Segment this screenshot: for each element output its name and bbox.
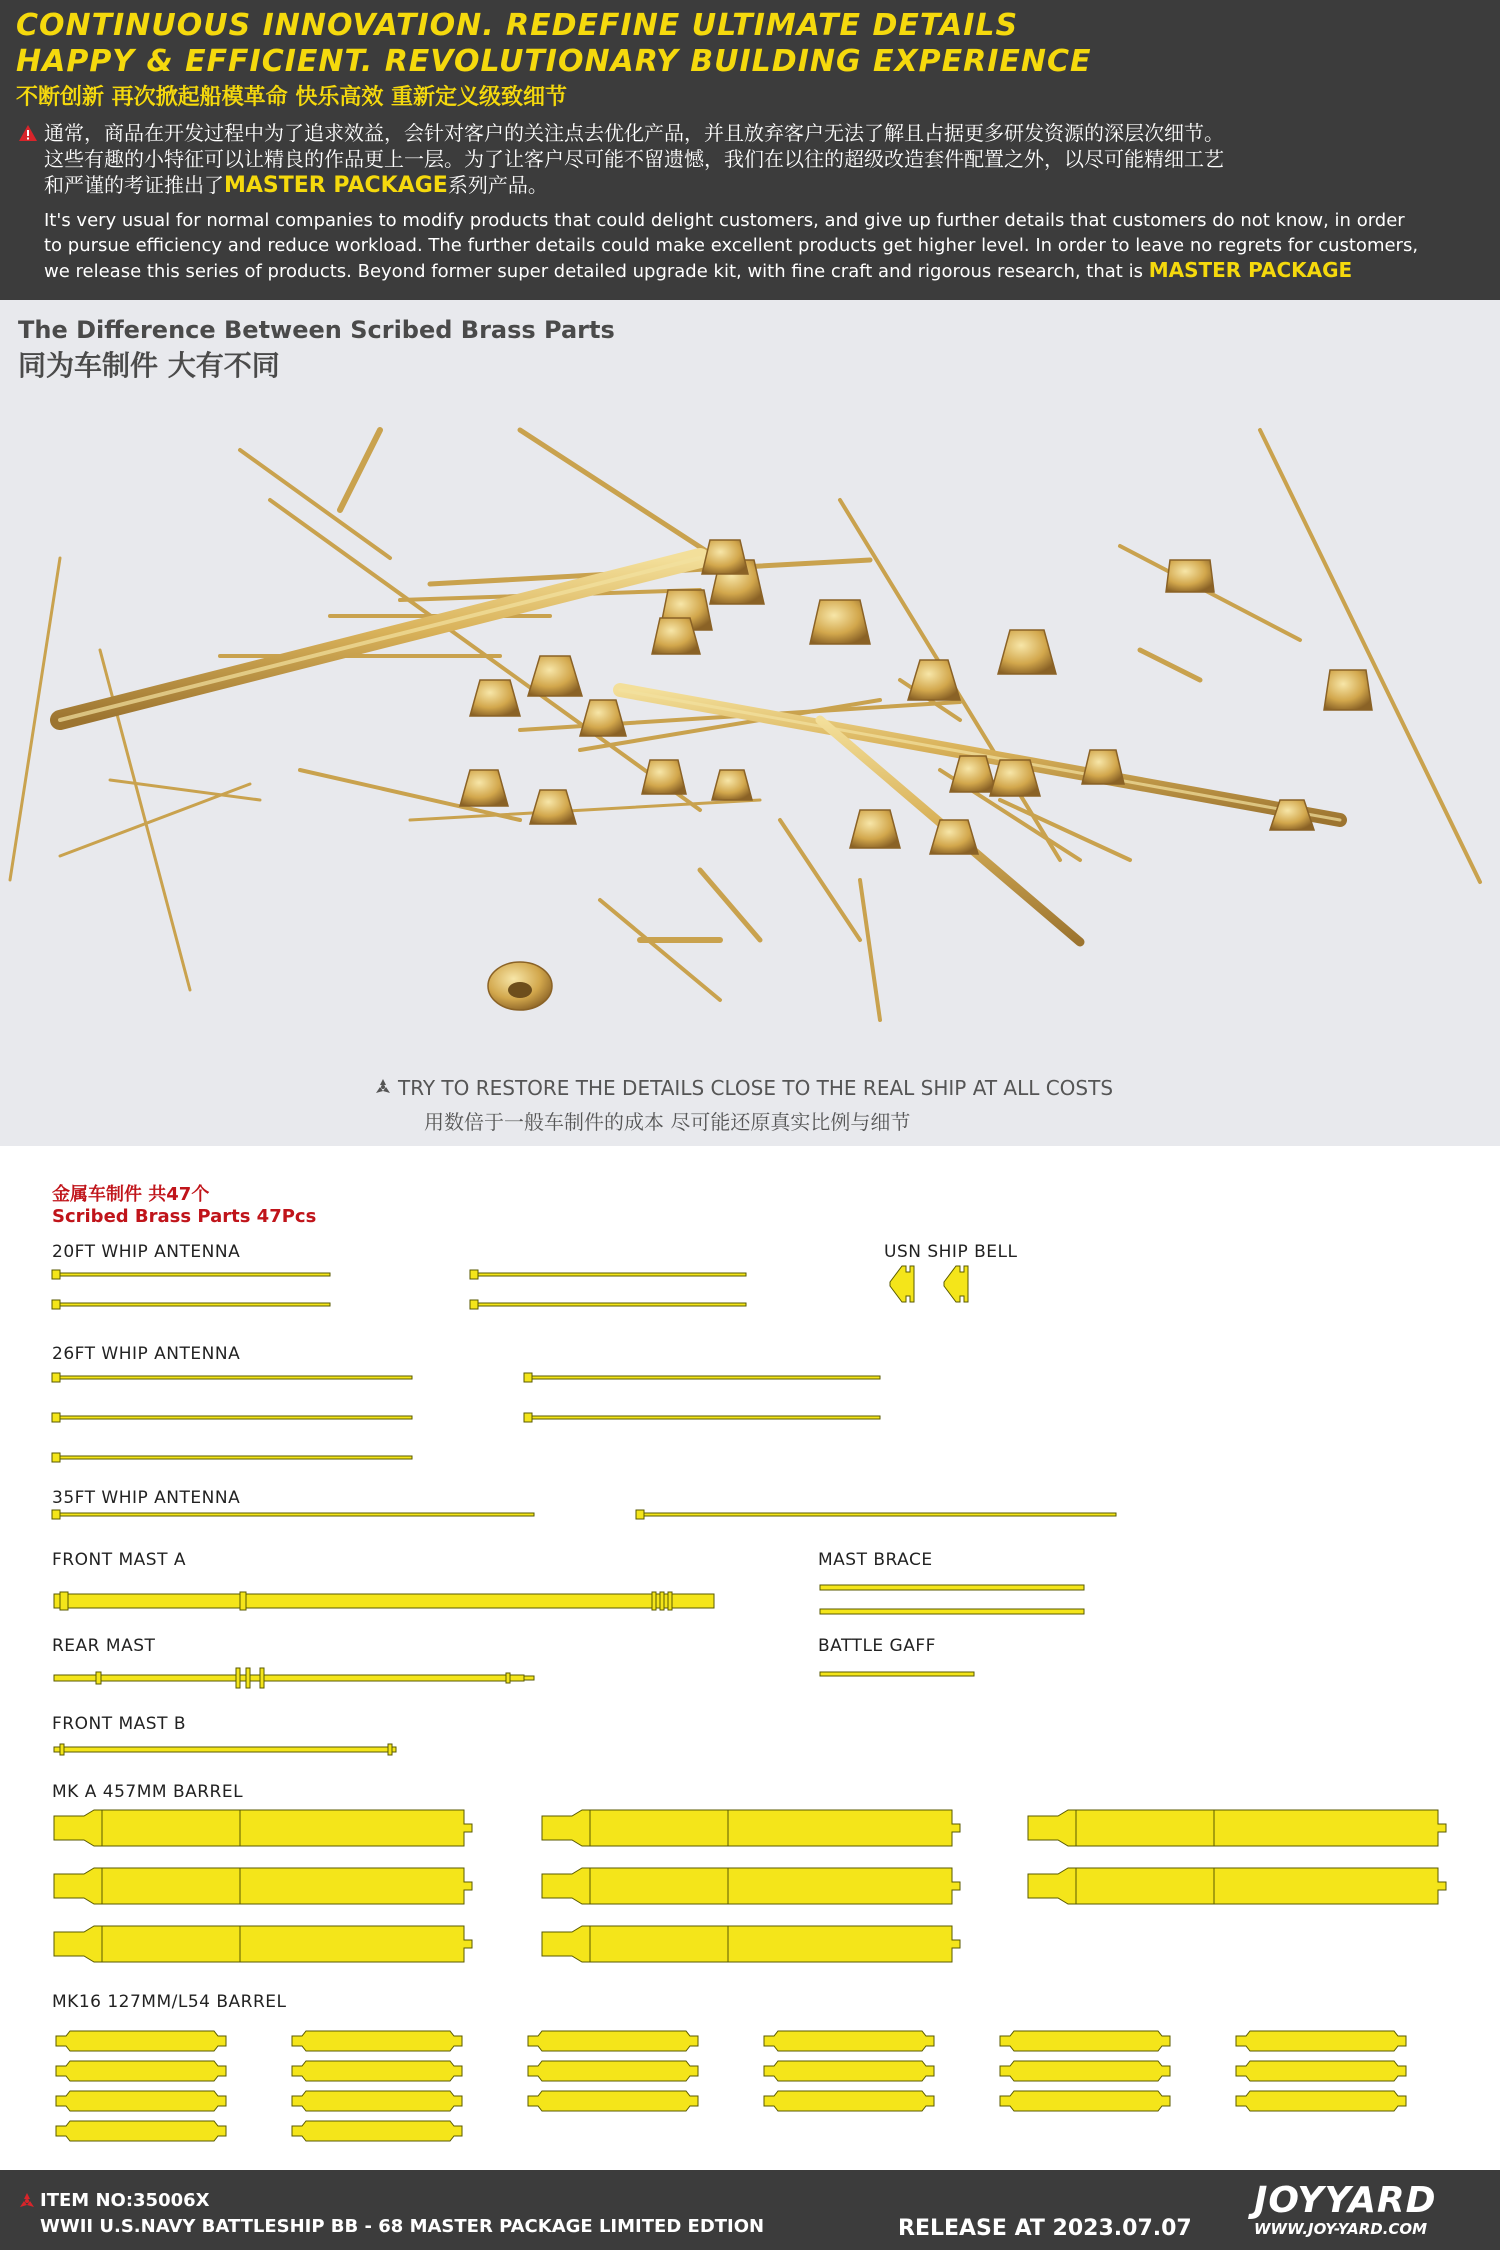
- photo-note: [398, 1076, 1113, 1100]
- intro-cn-line-3: [18, 172, 1478, 199]
- release-date: RELEASE AT 2023.07.07: [898, 2216, 1192, 2241]
- logo-url: WWW.JOY-YARD.COM: [1254, 2220, 1428, 2238]
- item-number-text: ITEM NO:35006X: [40, 2190, 210, 2211]
- parts-diagram: [0, 1146, 1500, 2170]
- master-package-highlight: MASTER PACKAGE: [224, 173, 448, 198]
- label-usn-ship-bell: USN SHIP BELL: [884, 1242, 1018, 1262]
- ship-bell-parts: [890, 1266, 968, 1302]
- label-front-mast-a: FRONT MAST A: [52, 1550, 186, 1570]
- photo-subtitle: 同为车制件 大有不同: [18, 349, 280, 382]
- label-35ft-whip-antenna: 35FT WHIP ANTENNA: [52, 1488, 241, 1508]
- intro-en-line-3: [44, 258, 1484, 284]
- intro-cn-line-3-end: 系列产品。: [447, 173, 548, 197]
- whip-antenna-26ft: [52, 1373, 880, 1462]
- label-20ft-whip-antenna: 20FT WHIP ANTENNA: [52, 1242, 241, 1262]
- label-mk16-127mm-barrel: MK16 127MM/L54 BARREL: [52, 1992, 287, 2012]
- header-banner: [0, 0, 1500, 300]
- label-mast-brace: MAST BRACE: [818, 1550, 933, 1570]
- footer-bar: [0, 2170, 1500, 2250]
- photo-title: The Difference Between Scribed Brass Parts: [18, 316, 615, 344]
- battle-gaff-part: [820, 1672, 974, 1676]
- product-description: WWII U.S.NAVY BATTLESHIP BB - 68 MASTER PACKAGE LIMITED EDTION: [40, 2216, 765, 2237]
- mast-brace-part: [820, 1585, 1084, 1614]
- parts-heading-chinese: 金属车制件 共47个: [52, 1184, 210, 1205]
- label-rear-mast: REAR MAST: [52, 1636, 156, 1656]
- master-package-highlight-en: MASTER PACKAGE: [1148, 258, 1353, 282]
- label-mk-a-457mm-barrel: MK A 457MM BARREL: [52, 1782, 244, 1802]
- intro-paragraph-chinese: [18, 120, 1478, 199]
- mk-a-457mm-barrels: [54, 1810, 1446, 1962]
- propeller-icon: [374, 1078, 392, 1096]
- intro-cn-line-2: 这些有趣的小特征可以让精良的作品更上一层。为了让客户尽可能不留遗憾，我们在以往的超级改造套件配置之外，以尽可能精细工艺: [44, 147, 1224, 171]
- brass-parts-photo-section: [0, 300, 1500, 1146]
- joyyard-logo: [1254, 2180, 1474, 2240]
- intro-cn-line-3-start: 和严谨的考证推出了: [44, 173, 224, 197]
- warning-icon: [18, 124, 38, 142]
- headline-chinese: 不断创新 再次掀起船模革命 快乐高效 重新定义级致细节: [16, 85, 567, 110]
- intro-en-line-2: to pursue efficiency and reduce workload. The further details could make excellent products get higher level. In order to leave no regrets for customers,: [44, 235, 1419, 256]
- photo-note-chinese: 用数倍于一般车制件的成本 尽可能还原真实比例与细节: [424, 1110, 911, 1134]
- headline-line-1: CONTINUOUS INNOVATION. REDEFINE ULTIMATE DETAILS: [16, 8, 1019, 43]
- parts-drawings: [0, 1146, 1500, 2170]
- propeller-icon: [18, 2192, 36, 2210]
- label-front-mast-b: FRONT MAST B: [52, 1714, 187, 1734]
- logo-wordmark: JOYYARD: [1254, 2180, 1437, 2221]
- intro-en-line-1: It's very usual for normal companies to modify products that could delight customers, and give up further details that customers do not know, in order: [44, 210, 1405, 231]
- intro-en-line-3-start: we release this series of products. Beyond former super detailed upgrade kit, with fine craft and rigorous research, that is: [44, 261, 1149, 282]
- label-battle-gaff: BATTLE GAFF: [818, 1636, 936, 1656]
- intro-cn-line-1: 通常，商品在开发过程中为了追求效益，会针对客户的关注点去优化产品，并且放弃客户无法了解且占据更多研发资源的深层次细节。: [44, 121, 1224, 145]
- label-26ft-whip-antenna: 26FT WHIP ANTENNA: [52, 1344, 241, 1364]
- front-mast-a-part: [54, 1592, 714, 1610]
- front-mast-b-part: [54, 1744, 396, 1755]
- parts-heading-english: Scribed Brass Parts 47Pcs: [52, 1206, 317, 1227]
- brass-parts-photo: [0, 300, 1500, 1146]
- mk16-127mm-barrels: [56, 2031, 1406, 2141]
- rear-mast-part: [54, 1668, 534, 1688]
- whip-antenna-20ft: [52, 1270, 746, 1309]
- whip-antenna-35ft: [52, 1510, 1116, 1519]
- intro-paragraph-english: [44, 208, 1484, 284]
- photo-note-text: TRY TO RESTORE THE DETAILS CLOSE TO THE REAL SHIP AT ALL COSTS: [398, 1076, 1114, 1100]
- headline-line-2: HAPPY & EFFICIENT. REVOLUTIONARY BUILDING EXPERIENCE: [16, 44, 1092, 79]
- item-number: [40, 2190, 210, 2211]
